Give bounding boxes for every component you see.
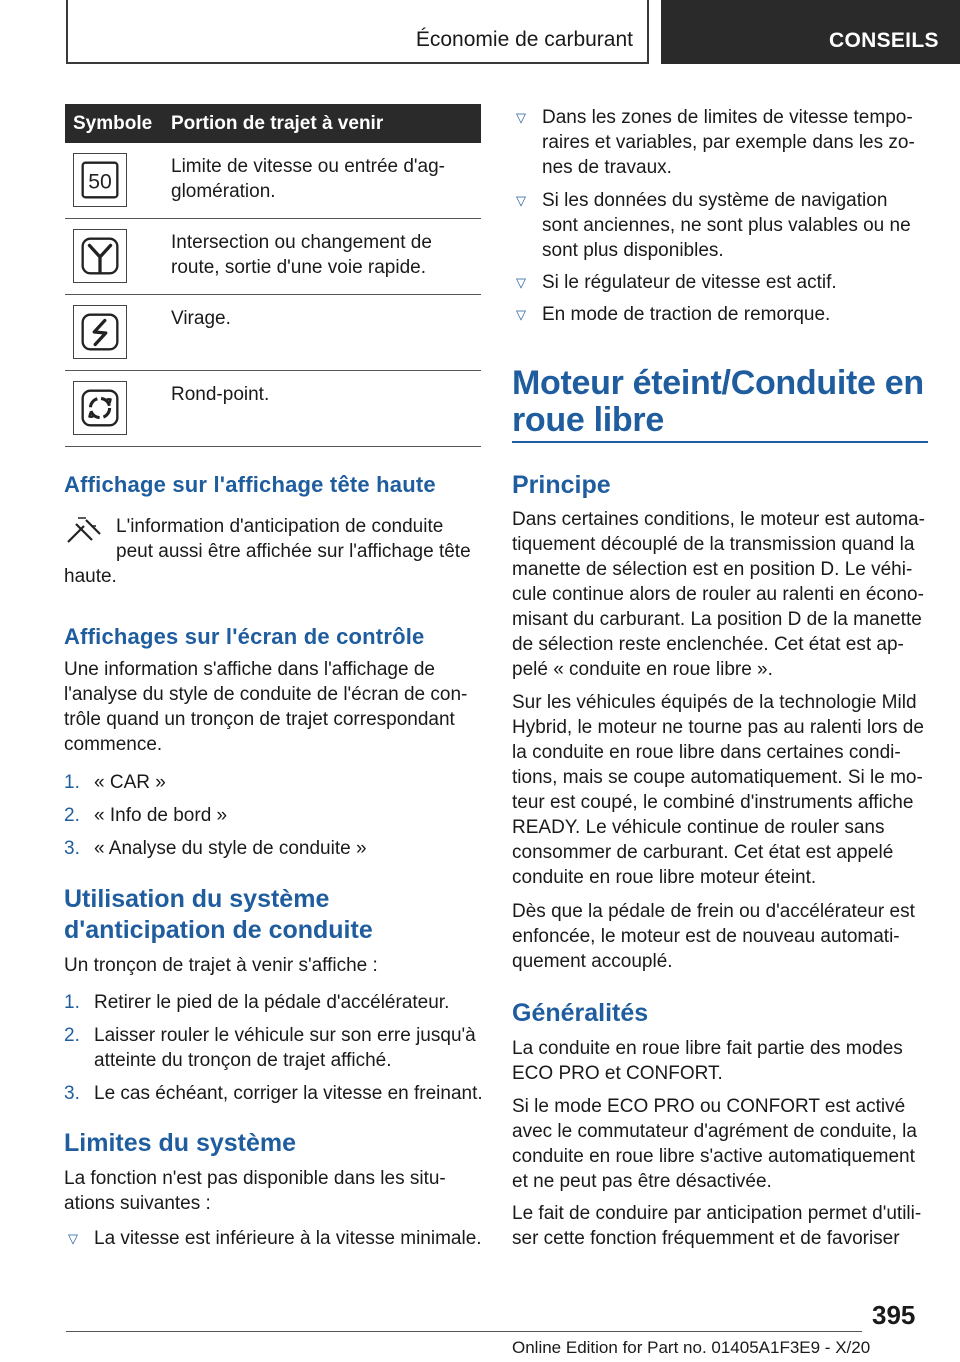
table-cell-text: Rond-point. — [171, 384, 270, 405]
footer-edition: Online Edition for Part no. 01405A1F3E9 - X/20 — [512, 1338, 871, 1357]
step-number: 1. — [64, 772, 80, 793]
footer-divider — [66, 1331, 862, 1332]
limits-bullet-cont: sont plus disponibles. — [542, 240, 724, 261]
table-header-portion: Portion de trajet à venir — [171, 113, 384, 134]
limits-intro-line: La fonction n'est pas disponible dans les situ- — [64, 1168, 446, 1189]
limits-bullet-cont: raires et variables, par exemple dans les zo- — [542, 132, 915, 153]
step-number: 2. — [64, 805, 80, 826]
page-number: 395 — [872, 1300, 916, 1330]
bullet-triangle-icon: ▽ — [516, 110, 526, 125]
control-text-line: commence. — [64, 734, 163, 755]
usage-step: Laisser rouler le véhicule sur son erre jusqu'à — [94, 1025, 476, 1046]
table-header-symbol: Symbole — [73, 113, 153, 134]
hud-text-line: peut aussi être affichée sur l'affichage tête — [116, 541, 471, 562]
limits-title: Limites du système — [64, 1129, 297, 1157]
usage-step: Le cas échéant, corriger la vitesse en freinant. — [94, 1083, 483, 1104]
bullet-triangle-icon: ▽ — [68, 1231, 78, 1246]
principle-paragraph: Dès que la pédale de frein ou d'accélérateur est enfoncée, le moteur est de nouveau automati- quement accouplé. — [512, 901, 915, 972]
roundabout-icon — [73, 381, 127, 435]
control-step: « Info de bord » — [94, 805, 228, 826]
usage-intro: Un tronçon de trajet à venir s'affiche : — [64, 955, 378, 976]
step-number: 3. — [64, 1083, 80, 1104]
speed-limit-50-icon — [73, 153, 127, 207]
bullet-triangle-icon: ▽ — [516, 307, 526, 322]
head-up-display-icon — [64, 510, 104, 550]
limits-bullet-cont: nes de travaux. — [542, 157, 672, 178]
principle-paragraph: Dans certaines conditions, le moteur est automa- tiquement découplé de la transmission quand la manette de sélection est en position D. Le véhi- cule continue alors de rouler au ralenti en écono- misant du carburant. La position D de la manette de sélection reste enclenchée. Cet état est ap- pelé « conduite en roue libre ». — [512, 509, 925, 680]
general-paragraph: Le fait de conduire par anticipation permet d'utili- ser cette fonction fréquemment et de favoriser — [512, 1203, 922, 1249]
table-cell-text: Virage. — [171, 308, 231, 329]
general-title: Généralités — [512, 999, 649, 1027]
title-divider — [512, 441, 928, 443]
svg-text:50: 50 — [88, 170, 112, 194]
step-number: 1. — [64, 992, 80, 1013]
limits-intro-line: ations suivantes : — [64, 1193, 211, 1214]
limits-bullet: En mode de traction de remorque. — [542, 304, 831, 325]
usage-title-line: d'anticipation de conduite — [64, 916, 373, 944]
control-text-line: trôle quand un tronçon de trajet correspondant — [64, 709, 455, 730]
general-paragraph: La conduite en roue libre fait partie des modes ECO PRO et CONFORT. — [512, 1038, 903, 1084]
bullet-triangle-icon: ▽ — [516, 275, 526, 290]
usage-step-cont: atteinte du tronçon de trajet affiché. — [94, 1050, 392, 1071]
control-step: « Analyse du style de conduite » — [94, 838, 367, 859]
limits-bullet: La vitesse est inférieure à la vitesse minimale. — [94, 1228, 482, 1249]
header-section-box — [66, 0, 649, 64]
control-text-line: Une information s'affiche dans l'affichage de — [64, 659, 435, 680]
table-row — [65, 295, 481, 371]
table-header — [65, 104, 481, 143]
table-cell-text: Limite de vitesse ou entrée d'ag- glomération. — [171, 156, 446, 202]
limits-bullet-cont: sont anciennes, ne sont plus valables ou ne — [542, 215, 911, 236]
curve-icon — [73, 305, 127, 359]
hud-title: Affichage sur l'affichage tête haute — [64, 472, 436, 497]
intersection-icon — [73, 229, 127, 283]
limits-bullet: Si le régulateur de vitesse est actif. — [542, 272, 837, 293]
principle-paragraph: Sur les véhicules équipés de la technologie Mild Hybrid, le moteur ne tourne pas au ralenti lors de la conduite en roue libre dans certaines condi- tions, mais se coupe automatiquement. Si le mo- teur est coupé, le combiné d'instruments affiche READY. Le véhicule continue de rouler sans consommer de carburant. Cet état est appelé conduite en roue libre moteur éteint. — [512, 692, 924, 888]
limits-bullet: Si les données du système de navigation — [542, 190, 888, 211]
bullet-triangle-icon: ▽ — [516, 193, 526, 208]
hud-text-line: haute. — [64, 566, 117, 587]
step-number: 2. — [64, 1025, 80, 1046]
usage-step: Retirer le pied de la pédale d'accélérateur. — [94, 992, 450, 1013]
hud-text-line: L'information d'anticipation de conduite — [116, 516, 444, 537]
step-number: 3. — [64, 838, 80, 859]
principle-title: Principe — [512, 471, 611, 499]
table-row — [65, 143, 481, 219]
symbol-table — [65, 104, 481, 447]
coasting-title: Moteur éteint/Conduite en roue libre — [512, 364, 924, 439]
limits-bullet: Dans les zones de limites de vitesse tempo- — [542, 107, 913, 128]
table-row — [65, 219, 481, 295]
table-row — [65, 371, 481, 447]
control-display-title: Affichages sur l'écran de contrôle — [64, 624, 425, 649]
usage-title-line: Utilisation du système — [64, 885, 330, 913]
control-text-line: l'analyse du style de conduite de l'écran de con- — [64, 684, 468, 705]
table-cell-text: Intersection ou changement de route, sortie d'une voie rapide. — [171, 232, 432, 278]
general-paragraph: Si le mode ECO PRO ou CONFORT est activé avec le commutateur d'agrément de conduite, la conduite en roue libre s'active automatiquement et ne peut pas être désactivée. — [512, 1096, 917, 1192]
control-step: « CAR » — [94, 772, 166, 793]
header-section-title: Économie de carburant — [415, 28, 633, 51]
header-tab-label: CONSEILS — [829, 29, 939, 52]
